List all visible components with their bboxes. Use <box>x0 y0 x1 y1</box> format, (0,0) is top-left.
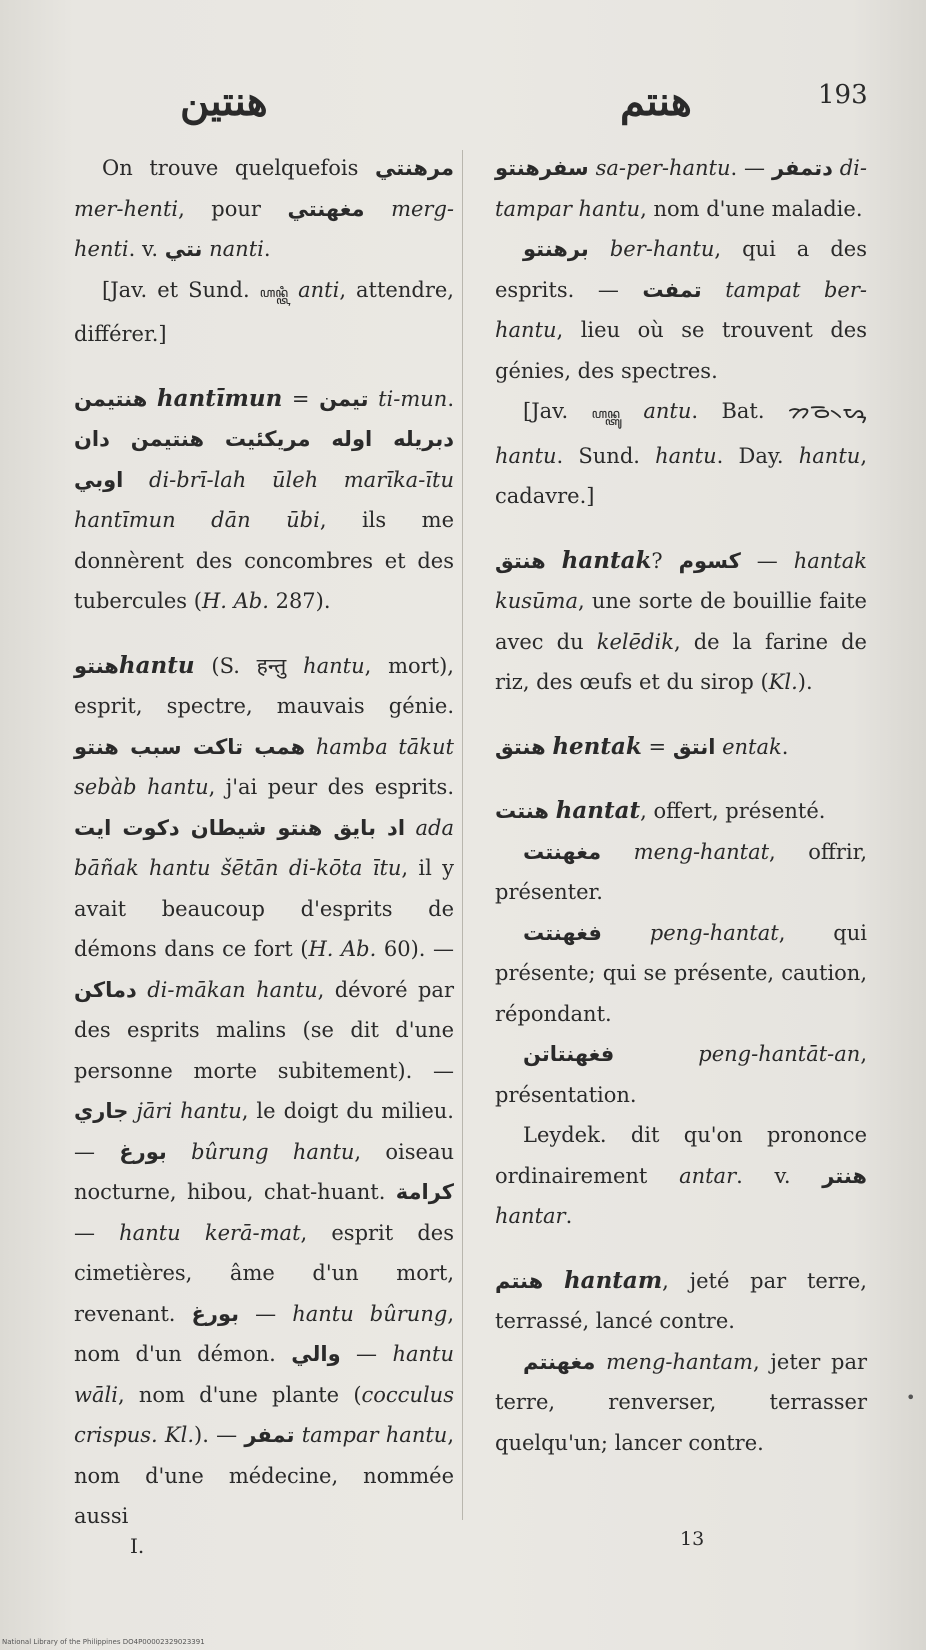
etymology-note-hantu: [Jav. ꦲꦤ꧀ꦠꦸ antu. Bat. ᯂᯉ᯲ᯗᯮ hantu. Sund. hantu. Day. hantu, cadavre.] <box>495 399 867 508</box>
headword-hantat: hantat <box>555 797 641 824</box>
entry-hantam: هنتم hantam, jeté par terre, terrassé, lancé contre. <box>495 1266 867 1333</box>
note-leydek: Leydek. dit qu'on prononce ordinairement antar. v. هنتر hantar. <box>495 1123 867 1228</box>
signature-mark: I. <box>130 1534 145 1558</box>
entry-hantat: هنتت hantat, offert, présenté. <box>495 797 826 824</box>
entry-continuation-hantu: سفرهنتو sa-per-hantu. — دتمفر di-tampar hantu, nom d'une maladie. <box>495 156 867 221</box>
headword-hantak: hantak <box>561 546 652 574</box>
entry-hantu: هنتوhantu (S. हन्तु hantu, mort), esprit, spectre, mauvais génie. همب تاكت سبب هنتو hamba tākut sebàb hantu, j'ai peur des esprits. اد بايق هنتو شيطان دكوت ايت ada bāñak hantu šētān di-kōta ītu, il y avait beaucoup d'esprits de démons dans ce fort (H. Ab. 60). — دماكن di-mākan hantu, dévoré par des esprits malins (se dit d'une personne morte subitement). — جاري jāri hantu, le doigt du milieu. — بورغ bûrung hantu, oiseau nocturne, hibou, chat-huant. كرامة — hantu kerā-mat, esprit des cimetières, âme d'un mort, revenant. بورغ — hantu bûrung, nom d'un démon. والي — hantu wāli, nom d'une plante (cocculus crispus. Kl.). — تمفر tampar hantu, nom d'une médecine, nommée aussi <box>74 651 455 1528</box>
headword-hantimun: hantīmun <box>156 384 283 412</box>
right-running-head: هنتم <box>620 78 692 125</box>
subentry-berhantu: برهنتو ber-hantu, qui a des esprits. — تمفت tampat ber-hantu, lieu où se trouvent des génies, des spectres. <box>495 237 867 383</box>
left-column <box>74 148 454 1537</box>
page-header <box>0 70 926 130</box>
entry-hantak: هنتق hantak? كسوم — hantak kusūma, une sorte de bouillie faite avec du kelēdik, de la farine de riz, des œufs et du sirop (Kl.). <box>495 546 867 694</box>
left-running-head: هنتين <box>180 78 268 125</box>
gathering-number: 13 <box>680 1528 705 1550</box>
headword-hentak: hentak <box>552 732 642 760</box>
scan-credit: National Library of the Philippines DO4P00002329023391 <box>2 1638 205 1646</box>
margin-speck: • <box>906 1388 916 1407</box>
entry-hentak: هنتق hentak = انتق entak. <box>495 732 789 760</box>
subentry-penghantatan: فغهنتاتن peng-hantāt-an, présentation. <box>495 1042 867 1107</box>
entry-hantimun: هنتيمن hantīmun = تيمن ti-mun. دبريله اوله مريكئيت هنتيمن دان اوبي di-brī-lah ūleh marīka-ītu hantīmun dān ūbi, ils me donnèrent des concombres et des tubercules (H. Ab. 287). <box>74 384 454 613</box>
subentry-menghantat: مغهنتت meng-hantat, offrir, présenter. <box>495 839 867 904</box>
headword-hantu: hantu <box>118 651 195 679</box>
page-number: 193 <box>818 80 868 110</box>
column-divider <box>462 150 463 1520</box>
subentry-penghantat: فغهنتت peng-hantat, qui présente; qui se présente, caution, répondant. <box>495 920 867 1026</box>
entry-continuation-henti: On trouve quelquefois مرهنتي mer-henti, pour مغهنتي merg-henti. v. نتي nanti. <box>74 156 454 261</box>
headword-hantam: hantam <box>563 1266 663 1294</box>
right-column <box>495 148 867 1463</box>
etymology-note-anti: [Jav. et Sund. ꦲꦤ꧀ꦠꦶ anti, attendre, différer.] <box>74 277 454 346</box>
subentry-menghantam: مغهنتم meng-hantam, jeter par terre, renverser, terrasser quelqu'un; lancer contre. <box>495 1349 867 1455</box>
